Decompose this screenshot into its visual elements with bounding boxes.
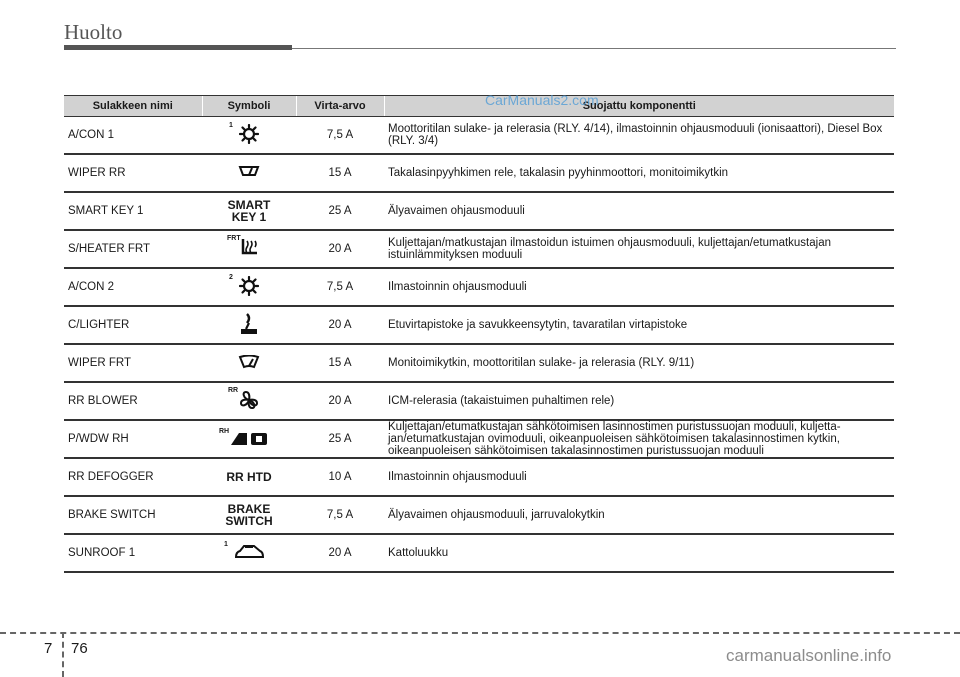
cigar-lighter-icon bbox=[239, 312, 259, 339]
symbol-text-line: SWITCH bbox=[225, 513, 273, 528]
fuse-symbol bbox=[202, 268, 296, 306]
protected-component: Takalasinpyyhkimen rele, takalasin pyyhinmoottori, monitoimikytkin bbox=[384, 154, 894, 192]
fuse-rating: 25 A bbox=[296, 420, 384, 458]
fuse-name: RR BLOWER bbox=[64, 382, 202, 420]
front-wiper-icon bbox=[238, 355, 260, 372]
chapter-number: 7 bbox=[44, 640, 53, 657]
header-rule-thin bbox=[292, 48, 896, 49]
table-row bbox=[64, 192, 894, 230]
fuse-symbol bbox=[202, 420, 296, 458]
fuse-rating: 20 A bbox=[296, 382, 384, 420]
symbol-superscript: 1 bbox=[229, 121, 233, 129]
power-window-icon bbox=[219, 427, 269, 449]
symbol-text bbox=[226, 471, 271, 483]
symbol-text-line: SMART bbox=[227, 197, 271, 212]
footer-watermark: carmanualsonline.info bbox=[726, 646, 892, 665]
section-title: Huolto bbox=[64, 20, 123, 44]
fuse-rating: 7,5 A bbox=[296, 496, 384, 534]
fuse-symbol bbox=[202, 458, 296, 496]
fuse-rating: 15 A bbox=[296, 154, 384, 192]
protected-component: Ilmastoinnin ohjausmoduuli bbox=[384, 458, 894, 496]
symbol-superscript: FRT bbox=[227, 234, 241, 242]
symbol-superscript: RH bbox=[219, 427, 230, 435]
column-header-fuse-name: Sulakkeen nimi bbox=[64, 96, 202, 117]
symbol-text-line: KEY 1 bbox=[231, 209, 267, 224]
fuse-symbol bbox=[202, 344, 296, 382]
footer-dashed-rule bbox=[0, 632, 960, 634]
table-row bbox=[64, 496, 894, 534]
protected-component: ICM-relerasia (takaistuimen puhaltimen rele) bbox=[384, 382, 894, 420]
table-row bbox=[64, 382, 894, 420]
fuse-name: P/WDW RH bbox=[64, 420, 202, 458]
symbol-text bbox=[228, 199, 271, 223]
fuse-name: C/LIGHTER bbox=[64, 306, 202, 344]
table-row bbox=[64, 534, 894, 572]
symbol-text bbox=[225, 503, 272, 527]
table-row bbox=[64, 344, 894, 382]
table-row bbox=[64, 420, 894, 458]
fuse-table bbox=[64, 95, 894, 573]
table-row bbox=[64, 154, 894, 192]
fuse-rating: 7,5 A bbox=[296, 268, 384, 306]
fuse-symbol bbox=[202, 192, 296, 230]
protected-component: Ilmastoinnin ohjausmoduuli bbox=[384, 268, 894, 306]
protected-component: Monitoimikytkin, moottoritilan sulake- ja relerasia (RLY. 9/11) bbox=[384, 344, 894, 382]
fuse-symbol bbox=[202, 117, 296, 155]
fuse-symbol bbox=[202, 306, 296, 344]
ac-sun-icon bbox=[229, 273, 259, 299]
footer-dashed-divider bbox=[62, 632, 64, 677]
column-header-symbol: Symboli bbox=[202, 96, 296, 117]
fuse-rating: 20 A bbox=[296, 230, 384, 268]
symbol-text-line: BRAKE bbox=[227, 501, 271, 516]
fuse-symbol bbox=[202, 230, 296, 268]
protected-component: Etuvirtapistoke ja savukkeensytytin, tavaratilan virtapistoke bbox=[384, 306, 894, 344]
fuse-rating: 20 A bbox=[296, 534, 384, 572]
symbol-superscript: RR bbox=[228, 386, 239, 394]
table-row bbox=[64, 458, 894, 496]
watermark-carmanuals2: CarManuals2.com bbox=[485, 92, 599, 108]
fuse-symbol bbox=[202, 382, 296, 420]
table-row bbox=[64, 230, 894, 268]
sunroof-icon bbox=[224, 540, 264, 564]
fuse-rating: 20 A bbox=[296, 306, 384, 344]
symbol-text-line: RR HTD bbox=[226, 469, 272, 484]
seat-heater-icon bbox=[227, 234, 261, 262]
page-number: 76 bbox=[71, 640, 88, 657]
fuse-name: A/CON 1 bbox=[64, 117, 202, 155]
fuse-name: RR DEFOGGER bbox=[64, 458, 202, 496]
fuse-rating: 10 A bbox=[296, 458, 384, 496]
fuse-name: S/HEATER FRT bbox=[64, 230, 202, 268]
protected-component: Kattoluukku bbox=[384, 534, 894, 572]
fuse-name: SMART KEY 1 bbox=[64, 192, 202, 230]
fuse-name: SUNROOF 1 bbox=[64, 534, 202, 572]
column-header-component: Suojattu komponentti bbox=[384, 96, 894, 117]
symbol-superscript: 1 bbox=[224, 540, 228, 548]
fuse-name: A/CON 2 bbox=[64, 268, 202, 306]
fuse-rating: 25 A bbox=[296, 192, 384, 230]
table-row bbox=[64, 268, 894, 306]
fuse-rating: 15 A bbox=[296, 344, 384, 382]
fuse-name: WIPER RR bbox=[64, 154, 202, 192]
protected-component: Älyavaimen ohjausmoduuli bbox=[384, 192, 894, 230]
fuse-symbol bbox=[202, 154, 296, 192]
fuse-name: BRAKE SWITCH bbox=[64, 496, 202, 534]
table-row bbox=[64, 306, 894, 344]
fuse-symbol bbox=[202, 496, 296, 534]
blower-fan-icon bbox=[228, 386, 260, 414]
protected-component: Älyavaimen ohjausmoduuli, jarruvalokytkin bbox=[384, 496, 894, 534]
fuse-symbol bbox=[202, 534, 296, 572]
header-rule-thick bbox=[64, 45, 292, 50]
protected-component: Kuljettajan/etumatkustajan sähkötoimisen lasinnostimen puristussuojan moduuli, kuljetta-jan/etumatkustajan ovimoduuli, oikeanpuoleisen sähkötoimisen takalasinnostimen kytkin, oikeanpuoleisen sähkötoimisen takalasinnostimen puristussuojan moduuli bbox=[384, 420, 894, 458]
rear-wiper-icon bbox=[238, 164, 260, 183]
protected-component: Moottoritilan sulake- ja relerasia (RLY. 4/14), ilmastoinnin ohjausmoduuli (ionisaattori), Diesel Box (RLY. 3/4) bbox=[384, 117, 894, 155]
symbol-superscript: 2 bbox=[229, 273, 233, 281]
fuse-name: WIPER FRT bbox=[64, 344, 202, 382]
protected-component: Kuljettajan/matkustajan ilmastoidun istuimen ohjausmoduuli, kuljettajan/etumatkustajan istuinlämmityksen moduuli bbox=[384, 230, 894, 268]
ac-sun-icon bbox=[229, 121, 259, 147]
column-header-rating: Virta-arvo bbox=[296, 96, 384, 117]
fuse-rating: 7,5 A bbox=[296, 117, 384, 155]
table-row bbox=[64, 117, 894, 155]
table-header-row bbox=[64, 96, 894, 117]
